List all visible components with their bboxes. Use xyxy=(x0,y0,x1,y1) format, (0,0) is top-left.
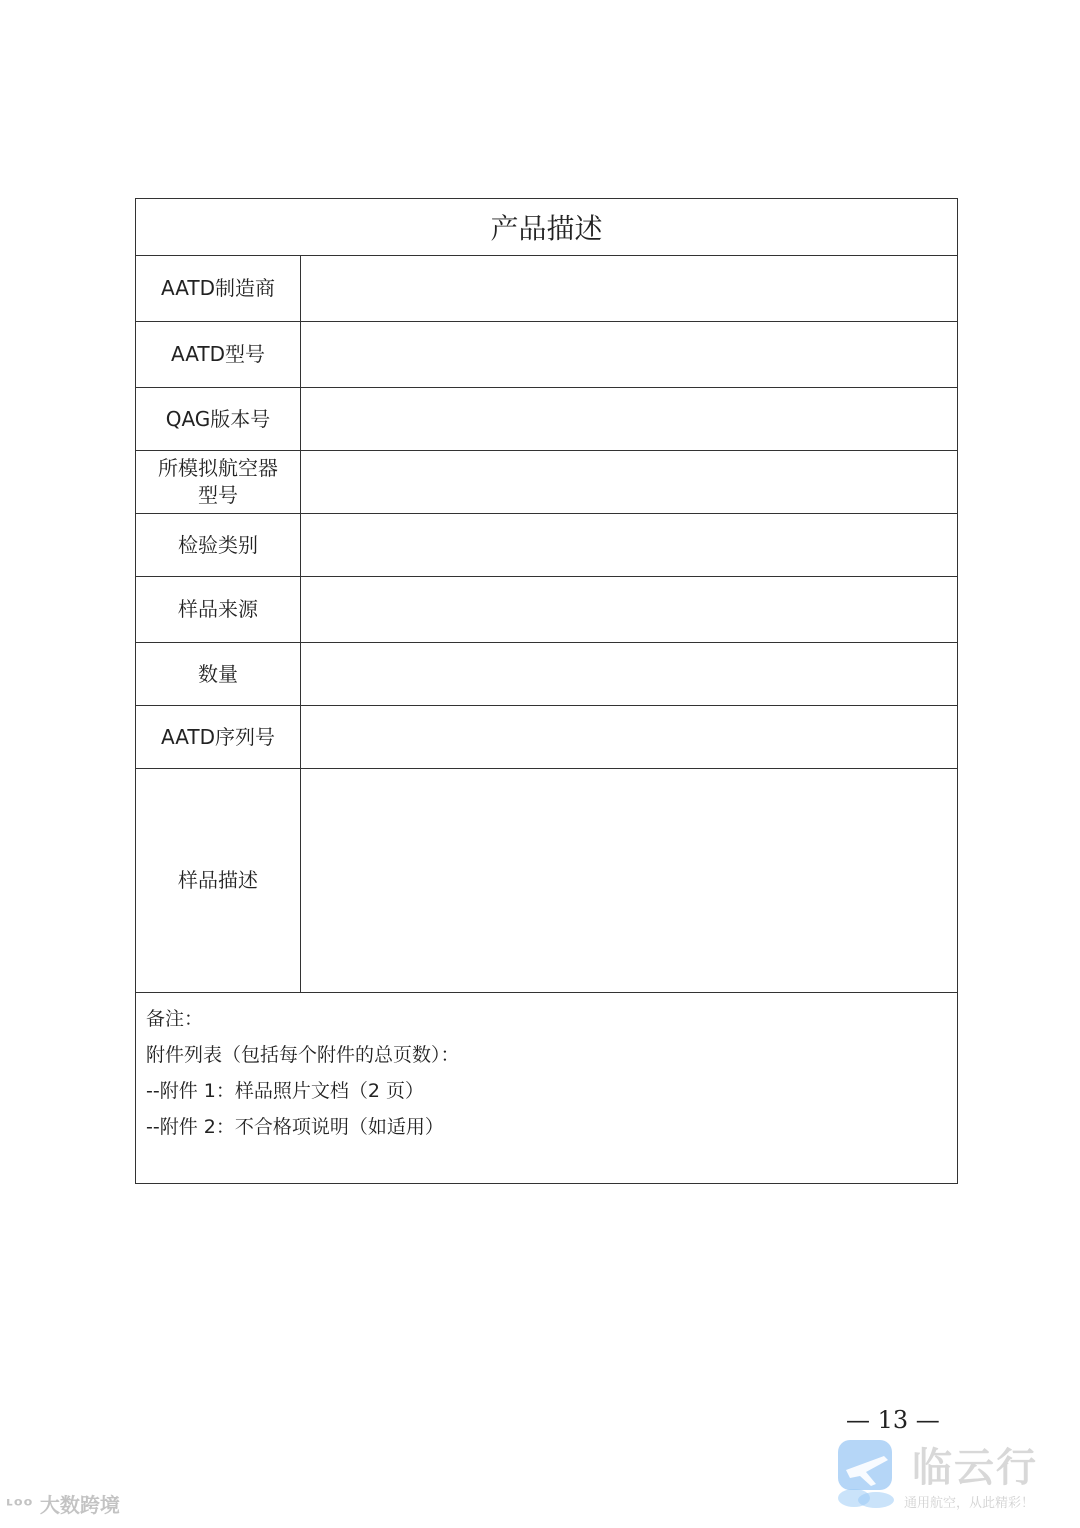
value-sample-description[interactable] xyxy=(301,769,958,993)
attachment-1-line: --附件 1：样品照片文档（2 页） xyxy=(146,1080,424,1102)
label-aatd-serial-number: AATD序列号 xyxy=(136,706,301,769)
attachment-2-line: --附件 2：不合格项说明（如适用） xyxy=(146,1116,444,1138)
form-row-serial-number xyxy=(136,706,958,769)
form-row-aircraft-type xyxy=(136,451,958,514)
label-inspection-category: 检验类别 xyxy=(136,514,301,577)
form-row-sample-source xyxy=(136,577,958,643)
watermark-logo-icon: ᶫᵒᵒ xyxy=(6,1493,33,1517)
label-quantity: 数量 xyxy=(136,643,301,706)
form-title-row xyxy=(136,199,958,256)
watermark-slogan: 通用航空，从此精彩！ xyxy=(904,1496,1035,1511)
watermark-brand: 临云行 xyxy=(912,1445,1038,1491)
form-row-notes xyxy=(136,993,958,1184)
label-simulated-aircraft-type xyxy=(136,451,301,514)
watermark-left xyxy=(6,1489,120,1518)
value-aatd-model[interactable] xyxy=(301,322,958,388)
notes-heading: 备注： xyxy=(146,1008,204,1030)
attachment-list-heading: 附件列表（包括每个附件的总页数）： xyxy=(146,1044,460,1066)
watermark-right xyxy=(836,1432,1072,1518)
form-row-quantity xyxy=(136,643,958,706)
label-qag-version: QAG版本号 xyxy=(136,388,301,451)
watermark-left-text: 大数跨境 xyxy=(39,1493,120,1517)
value-aatd-serial-number[interactable] xyxy=(301,706,958,769)
value-quantity[interactable] xyxy=(301,643,958,706)
label-sample-source: 样品来源 xyxy=(136,577,301,643)
airplane-logo-icon xyxy=(836,1436,898,1510)
form-row-manufacturer xyxy=(136,256,958,322)
notes-cell[interactable] xyxy=(136,993,958,1184)
page-number: — 13 — xyxy=(846,1406,940,1434)
form-row-model xyxy=(136,322,958,388)
form-title: 产品描述 xyxy=(136,199,958,256)
form-row-inspection-category xyxy=(136,514,958,577)
label-aatd-model: AATD型号 xyxy=(136,322,301,388)
value-simulated-aircraft-type[interactable] xyxy=(301,451,958,514)
label-simulated-aircraft-type-line2: 型号 xyxy=(198,483,238,507)
value-sample-source[interactable] xyxy=(301,577,958,643)
value-aatd-manufacturer[interactable] xyxy=(301,256,958,322)
form-row-sample-description xyxy=(136,769,958,993)
label-simulated-aircraft-type-line1: 所模拟航空器 xyxy=(158,456,278,480)
value-inspection-category[interactable] xyxy=(301,514,958,577)
label-sample-description: 样品描述 xyxy=(136,769,301,993)
form-row-qag-version xyxy=(136,388,958,451)
label-aatd-manufacturer: AATD制造商 xyxy=(136,256,301,322)
product-description-form xyxy=(135,198,958,1184)
value-qag-version[interactable] xyxy=(301,388,958,451)
